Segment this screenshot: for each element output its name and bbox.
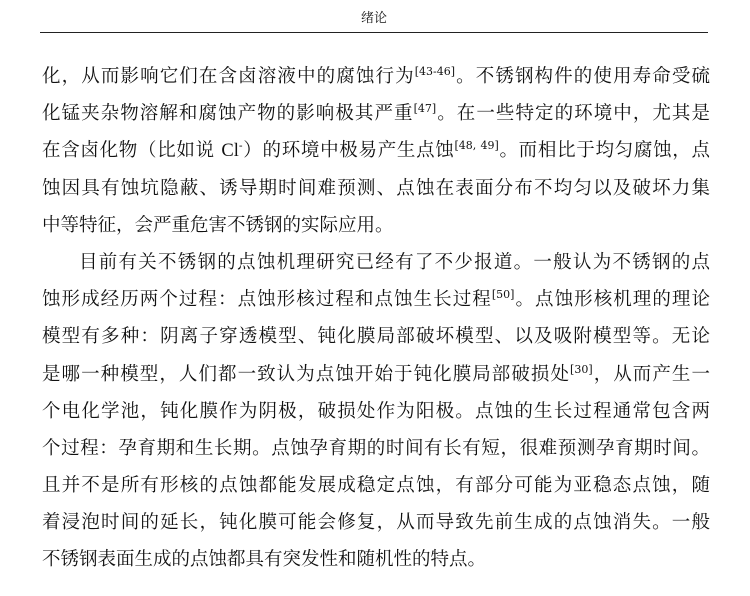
text-line [42,207,710,244]
text-line [42,132,710,169]
paragraph [42,58,710,244]
text-line [42,541,710,578]
text-run: 目前有关不锈钢的点蚀机理研究已经有了不少报道。一般认为不锈钢的点 [79,251,710,273]
citation-superscript: - [238,139,243,153]
text-run: 不锈钢表面生成的点蚀都具有突发性和随机性的特点。 [42,549,487,571]
text-line [42,170,710,207]
text-run: 着浸泡时间的延长，钝化膜可能会修复，从而导致先前生成的点蚀消失。一般 [42,512,710,534]
text-line [42,281,710,318]
text-run: ）的环境中极易产生点蚀 [242,140,455,162]
text-run: 个过程：孕育期和生长期。点蚀孕育期的时间有长有短，很难预测孕育期时间。 [42,437,710,459]
citation-superscript: [47] [413,102,437,116]
chemical-symbol: Cl [221,141,239,162]
text-line [42,393,710,430]
body-text [42,58,710,579]
text-run: 且并不是所有形核的点蚀都能发展成稳定点蚀，有部分可能为亚稳态点蚀，随 [42,475,710,497]
text-run: 是哪一种模型，人们都一致认为点蚀开始于钝化膜局部破损处 [42,363,571,385]
text-line [42,95,710,132]
text-run: 。不锈钢构件的使用寿命受硫 [454,66,710,87]
page-header [40,8,708,33]
citation-superscript: [43-46] [414,65,455,78]
paragraph [42,244,710,579]
header-title: 绪论 [360,11,387,26]
citation-superscript: [30] [570,362,593,376]
text-line [42,244,710,281]
text-run: 蚀因具有蚀坑隐蔽、诱导期时间难预测、点蚀在表面分布不均匀以及破坏力集 [42,177,710,199]
citation-superscript: [48, 49] [454,139,499,153]
text-line [42,318,710,355]
text-run: 。点蚀形核机理的理论 [514,289,710,311]
text-run: 化，从而影响它们在含卤溶液中的腐蚀行为 [42,66,415,87]
text-line [42,430,710,467]
text-run: 。而相比于均匀腐蚀，点 [498,140,710,162]
text-run: 。在一些特定的环境中，尤其是 [436,103,710,125]
citation-superscript: [50] [491,288,515,302]
text-run: ，从而产生一 [592,363,710,385]
text-run: 蚀形成经历两个过程：点蚀形核过程和点蚀生长过程 [42,289,492,311]
text-run: 在含卤化物（比如说 [42,140,222,162]
text-line [42,504,710,541]
text-line [42,356,710,393]
text-run: 个电化学池，钝化膜作为阴极，破损处作为阳极。点蚀的生长过程通常包含两 [42,400,710,422]
text-run: 化锰夹杂物溶解和腐蚀产物的影响极其严重 [42,103,414,125]
text-run: 中等特征，会严重危害不锈钢的实际应用。 [42,214,394,236]
text-run: 模型有多种：阴离子穿透模型、钝化膜局部破坏模型、以及吸附模型等。无论 [42,326,710,348]
text-line [42,58,710,95]
text-line [42,467,710,504]
